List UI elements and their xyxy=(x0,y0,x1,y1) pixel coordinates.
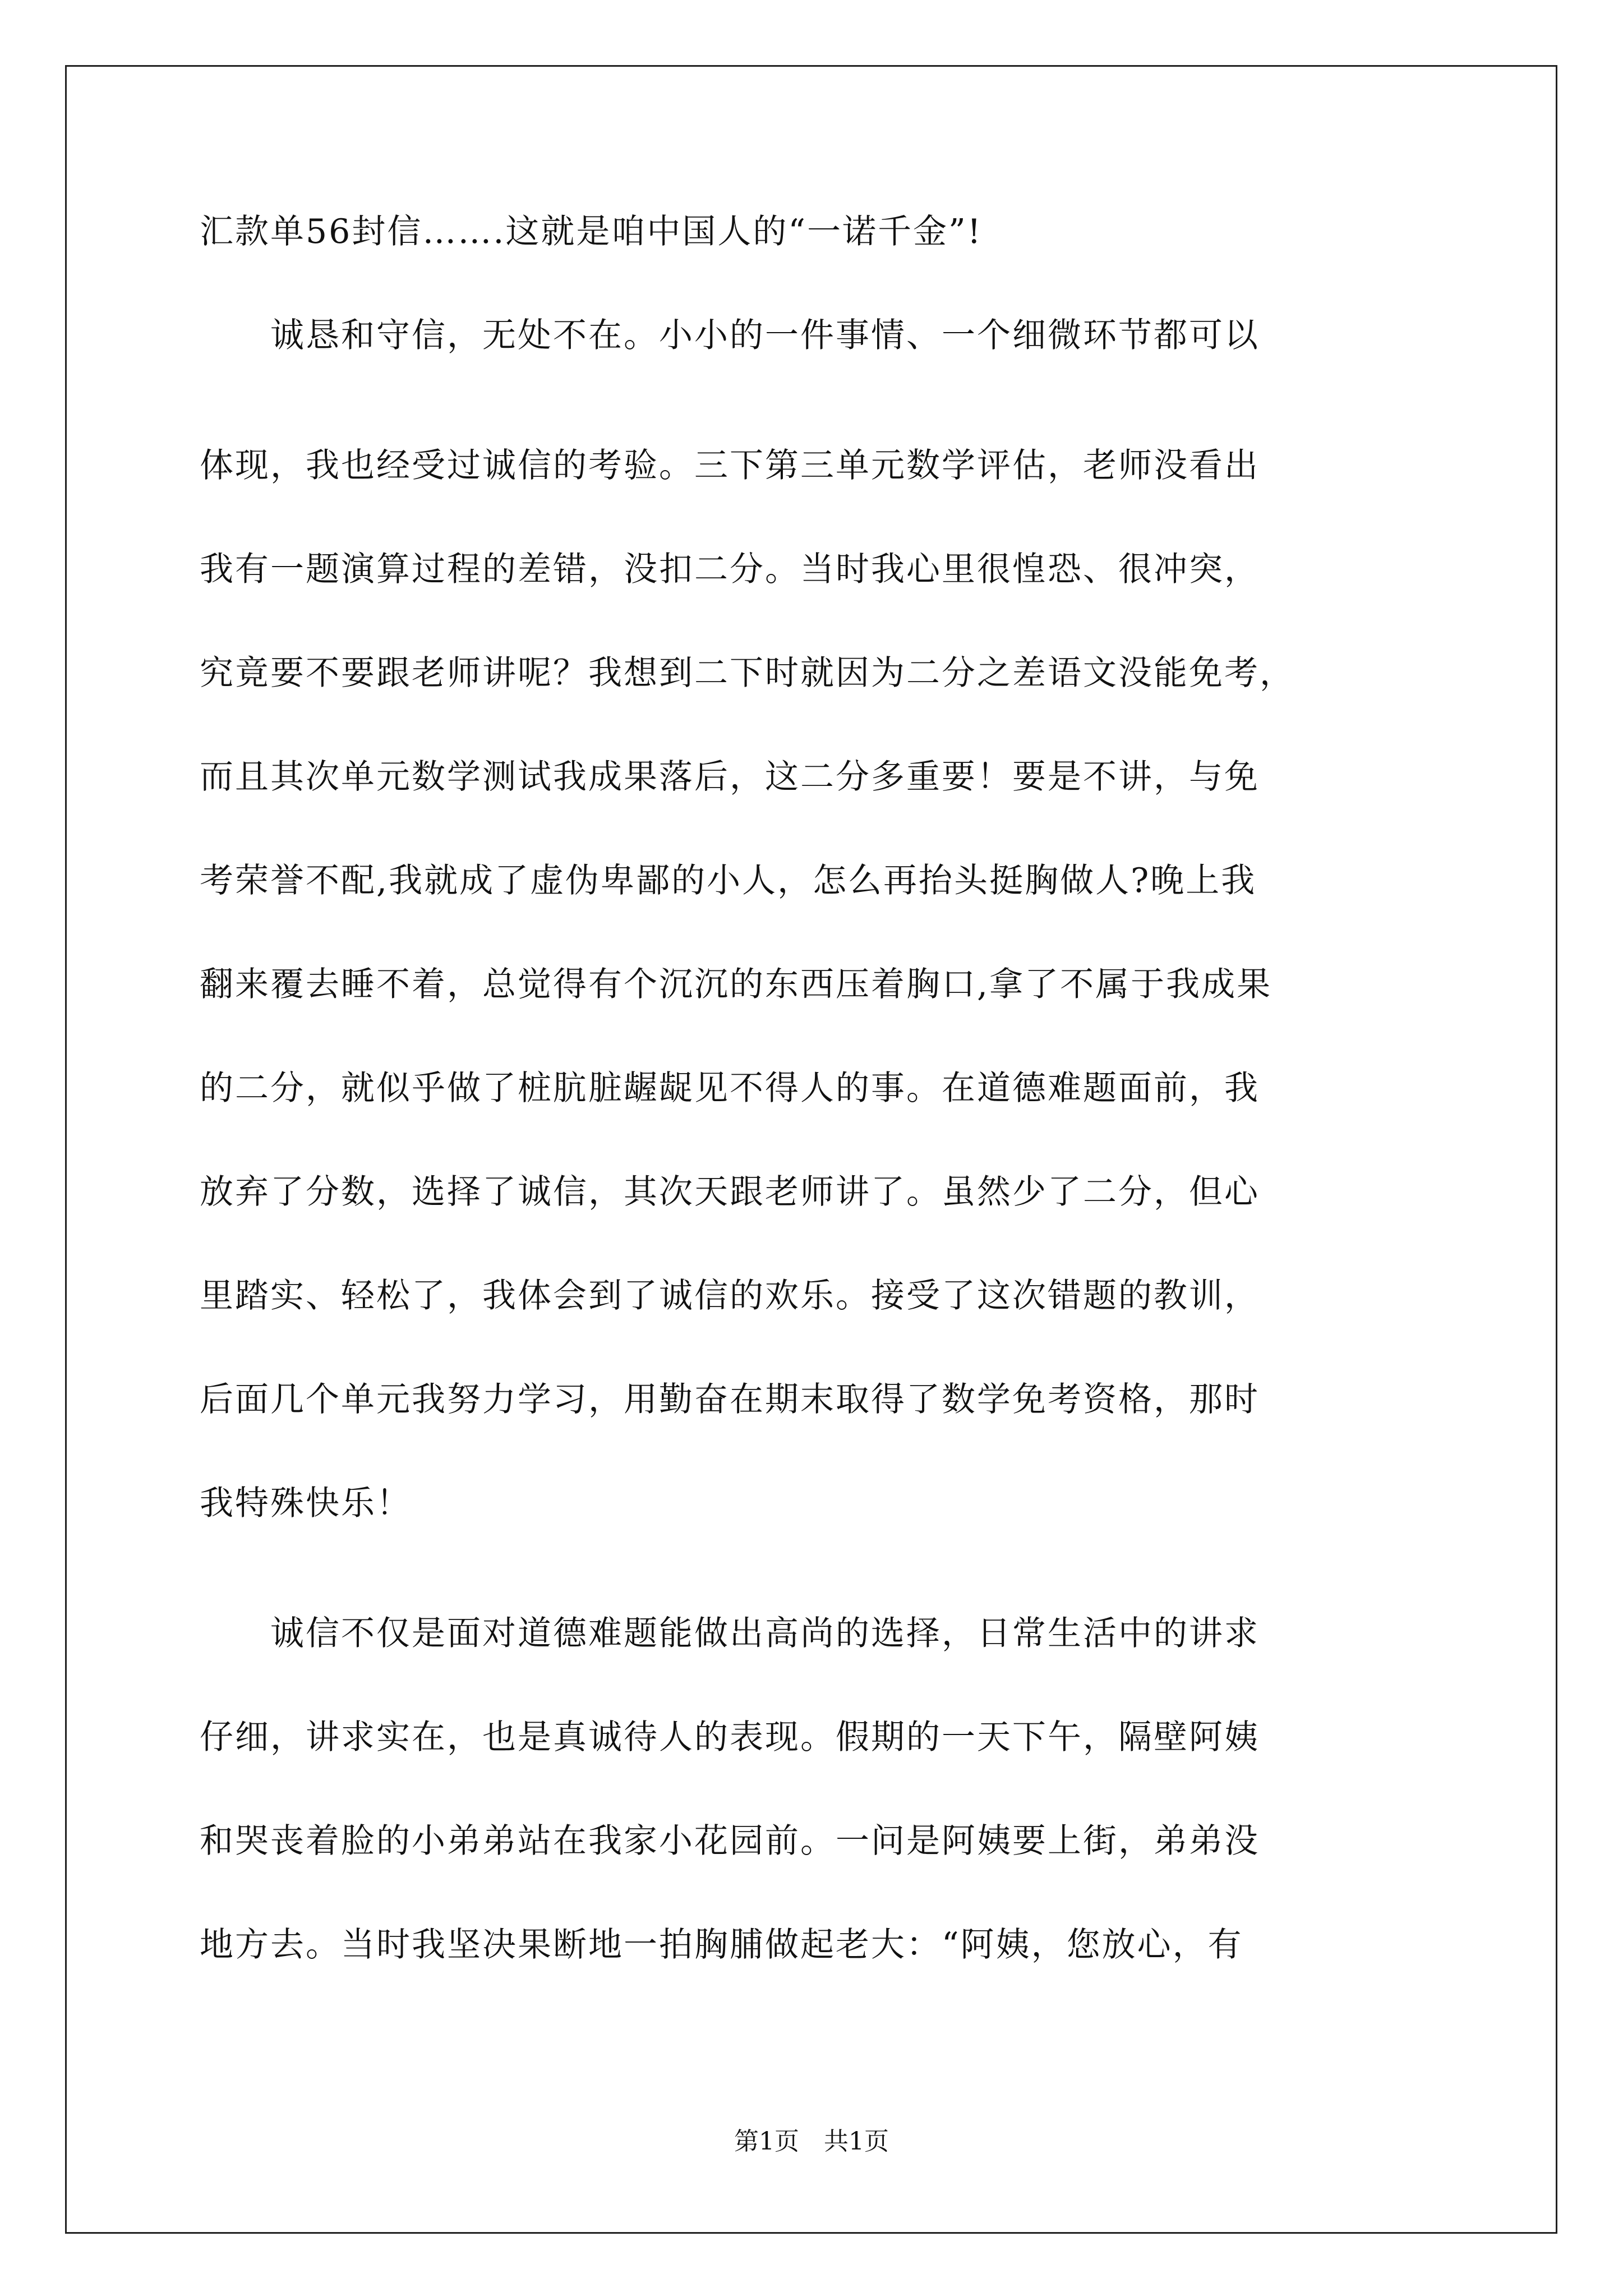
text-line: 地方去。当时我坚决果断地一拍胸脯做起老大：“阿姨，您放心，有 xyxy=(200,1925,1243,1964)
text-line: 翻来覆去睡不着，总觉得有个沉沉的东西压着胸口,拿了不属于我成果 xyxy=(200,965,1272,1004)
text-line: 我有一题演算过程的差错，没扣二分。当时我心里很惶恐、很冲突， xyxy=(200,550,1260,589)
text-line: 放弃了分数，选择了诚信，其次天跟老师讲了。虽然少了二分，但心 xyxy=(200,1172,1260,1212)
text-line: 汇款单56封信…….这就是咱中国人的“一诺千金”! xyxy=(200,212,983,251)
text-line: 的二分，就似乎做了桩肮脏龌龊见不得人的事。在道德难题面前，我 xyxy=(200,1069,1260,1108)
text-line: 我特殊快乐！ xyxy=(200,1484,412,1523)
document-body xyxy=(200,208,1424,2024)
text-line: 仔细，讲求实在，也是真诚待人的表现。假期的一天下午，隔壁阿姨 xyxy=(200,1718,1260,1757)
text-line: 诚信不仅是面对道德难题能做出高尚的选择，日常生活中的讲求 xyxy=(200,1614,1260,1653)
text-line: 考荣誉不配,我就成了虚伪卑鄙的小人，怎么再抬头挺胸做人?晚上我 xyxy=(200,861,1257,900)
text-line: 里踏实、轻松了，我体会到了诚信的欢乐。接受了这次错题的教训， xyxy=(200,1276,1260,1315)
text-line: 诚恳和守信，无处不在。小小的一件事情、一个细微环节都可以 xyxy=(200,316,1260,355)
page-number-footer: 第1页 共1页 xyxy=(734,2127,889,2156)
text-line: 而且其次单元数学测试我成果落后，这二分多重要！要是不讲，与免 xyxy=(200,757,1260,797)
text-line: 和哭丧着脸的小弟弟站在我家小花园前。一问是阿姨要上街，弟弟没 xyxy=(200,1821,1260,1861)
text-line: 体现，我也经受过诚信的考验。三下第三单元数学评估，老师没看出 xyxy=(200,446,1260,485)
text-line: 后面几个单元我努力学习，用勤奋在期末取得了数学免考资格，那时 xyxy=(200,1380,1260,1419)
text-line: 究竟要不要跟老师讲呢？我想到二下时就因为二分之差语文没能免考， xyxy=(200,654,1295,693)
